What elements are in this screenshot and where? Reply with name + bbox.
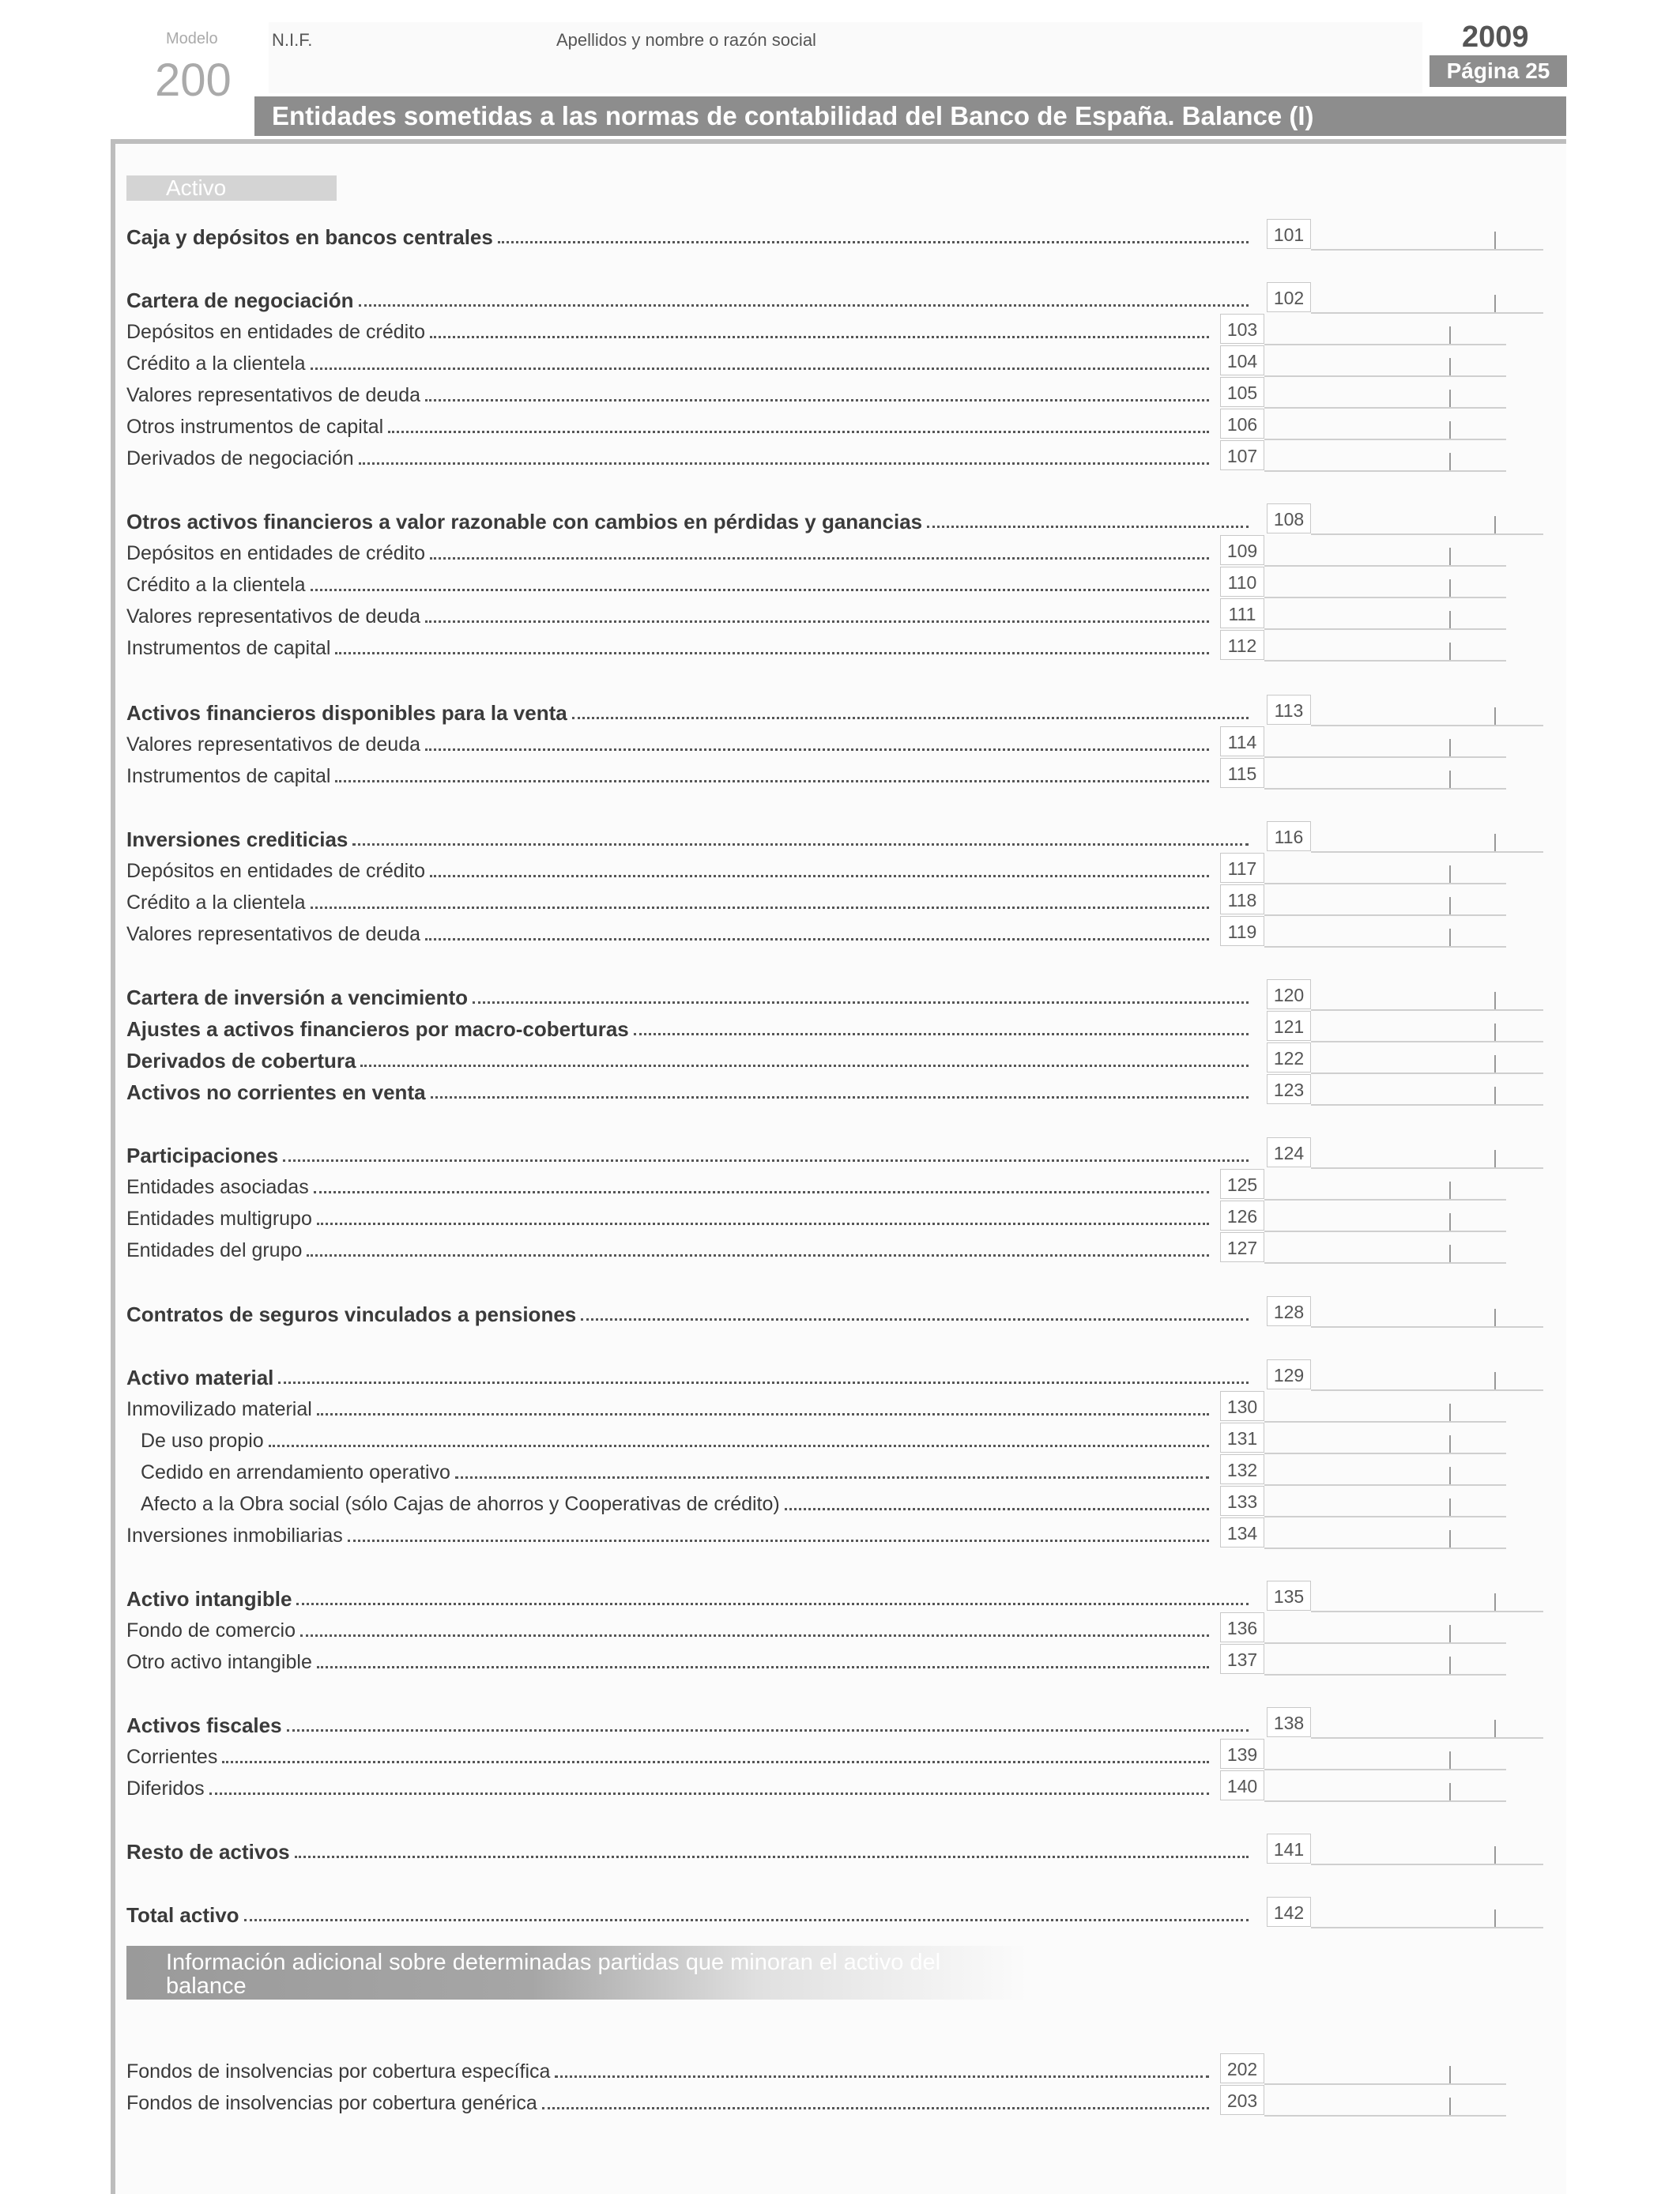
dot-leader [431, 1096, 1249, 1099]
dot-leader [296, 1603, 1249, 1605]
row-label: Entidades del grupo [126, 1239, 303, 1261]
field-code: 110 [1220, 567, 1264, 597]
modelo-label: Modelo [166, 30, 218, 47]
amount-field-121[interactable] [1267, 1011, 1543, 1042]
amount-field-126[interactable] [1220, 1201, 1506, 1232]
form-row-142 [126, 1895, 1249, 1927]
amount-field-141[interactable] [1267, 1834, 1543, 1865]
decimal-separator-mark [1449, 739, 1451, 756]
dot-leader [425, 399, 1209, 401]
dot-leader [335, 780, 1209, 782]
row-label: Crédito a la clientela [126, 352, 306, 375]
form-row-118 [126, 883, 1209, 914]
dot-leader [634, 1033, 1249, 1035]
amount-input-line[interactable] [1264, 1547, 1506, 1549]
amount-field-125[interactable] [1220, 1169, 1506, 1201]
field-code: 111 [1220, 598, 1264, 628]
amount-field-135[interactable] [1267, 1581, 1543, 1612]
row-label: Activos no corrientes en venta [126, 1080, 426, 1104]
dot-leader [317, 1413, 1209, 1416]
form-row-108 [126, 502, 1249, 533]
form-row-132 [126, 1453, 1209, 1484]
section-title-activo: Activo [126, 175, 337, 201]
form-row-135 [126, 1579, 1249, 1611]
dot-leader [269, 1445, 1209, 1447]
decimal-separator-mark [1494, 1087, 1496, 1104]
dot-leader [317, 1223, 1209, 1225]
frame-top-border [111, 139, 1566, 144]
decimal-separator-mark [1449, 548, 1451, 565]
row-label: Valores representativos de deuda [126, 605, 420, 628]
form-row-117 [126, 851, 1209, 883]
row-label: Instrumentos de capital [126, 765, 331, 787]
dot-leader [455, 1476, 1209, 1479]
dot-leader [927, 526, 1249, 528]
form-row-105 [126, 375, 1209, 407]
amount-field-106[interactable] [1220, 409, 1506, 440]
form-row-101 [126, 217, 1249, 249]
amount-field-138[interactable] [1267, 1707, 1543, 1739]
decimal-separator-mark [1449, 1182, 1451, 1199]
form-row-106 [126, 407, 1209, 439]
decimal-separator-mark [1449, 1435, 1451, 1453]
decimal-separator-mark [1449, 358, 1451, 375]
decimal-separator-mark [1449, 390, 1451, 407]
form-row-141 [126, 1832, 1249, 1864]
field-code: 125 [1220, 1169, 1264, 1199]
decimal-separator-mark [1494, 1909, 1496, 1927]
form-row-122 [126, 1041, 1249, 1072]
field-code: 141 [1267, 1834, 1311, 1864]
amount-field-114[interactable] [1220, 726, 1506, 758]
form-row-103 [126, 312, 1209, 344]
row-label: Valores representativos de deuda [126, 923, 420, 945]
header-id-area [269, 22, 1422, 93]
form-row-128 [126, 1295, 1249, 1326]
form-row-129 [126, 1358, 1249, 1389]
row-label: Resto de activos [126, 1840, 290, 1864]
amount-field-119[interactable] [1220, 916, 1506, 948]
decimal-separator-mark [1449, 1625, 1451, 1642]
field-code: 109 [1220, 535, 1264, 565]
dot-leader [473, 1001, 1249, 1004]
form-row-133 [126, 1484, 1209, 1516]
row-label: Afecto a la Obra social (sólo Cajas de ahorros y Cooperativas de crédito) [141, 1493, 780, 1515]
decimal-separator-mark [1449, 1245, 1451, 1262]
nif-label: N.I.F. [272, 30, 313, 50]
form-row-127 [126, 1231, 1209, 1262]
dot-leader [295, 1856, 1249, 1858]
amount-field-136[interactable] [1220, 1612, 1506, 1644]
form-row-137 [126, 1642, 1209, 1674]
amount-field-112[interactable] [1220, 630, 1506, 662]
field-code: 138 [1267, 1707, 1311, 1737]
decimal-separator-mark [1449, 421, 1451, 439]
amount-input-line[interactable] [1264, 946, 1506, 948]
row-label: Instrumentos de capital [126, 637, 331, 659]
dot-leader [388, 431, 1209, 433]
row-label: Participaciones [126, 1144, 279, 1167]
row-label: Activo intangible [126, 1587, 292, 1611]
dot-leader [498, 241, 1249, 243]
dot-leader [425, 748, 1209, 751]
field-code: 140 [1220, 1770, 1264, 1800]
dot-leader [311, 907, 1209, 909]
amount-field-133[interactable] [1220, 1486, 1506, 1517]
dot-leader [360, 1065, 1249, 1067]
decimal-separator-mark [1494, 1023, 1496, 1041]
field-code: 101 [1267, 219, 1311, 249]
row-label: Fondos de insolvencias por cobertura genérica [126, 2092, 537, 2114]
field-code: 137 [1220, 1644, 1264, 1674]
decimal-separator-mark [1449, 771, 1451, 788]
row-label: Valores representativos de deuda [126, 384, 420, 406]
field-code: 126 [1220, 1201, 1264, 1231]
amount-field-202[interactable] [1220, 2053, 1506, 2085]
form-row-116 [126, 820, 1249, 851]
field-code: 118 [1220, 884, 1264, 914]
row-label: Fondos de insolvencias por cobertura específica [126, 2060, 551, 2083]
dot-leader [430, 875, 1209, 877]
row-label: Depósitos en entidades de crédito [126, 321, 426, 343]
row-label: Depósitos en entidades de crédito [126, 860, 426, 882]
form-row-131 [126, 1421, 1209, 1453]
dot-leader [785, 1508, 1209, 1510]
dot-leader [278, 1382, 1249, 1384]
decimal-separator-mark [1449, 1467, 1451, 1484]
row-label: Fondo de comercio [126, 1619, 296, 1642]
field-code: 202 [1220, 2053, 1264, 2083]
amount-field-101[interactable] [1267, 219, 1543, 251]
dot-leader [348, 1540, 1209, 1542]
form-row-115 [126, 756, 1209, 788]
form-row-109 [126, 533, 1209, 565]
decimal-separator-mark [1494, 516, 1496, 533]
form-row-123 [126, 1072, 1249, 1104]
dot-leader [430, 557, 1209, 560]
amount-field-123[interactable] [1267, 1074, 1543, 1106]
field-code: 108 [1267, 503, 1311, 533]
decimal-separator-mark [1449, 2066, 1451, 2083]
field-code: 113 [1267, 695, 1311, 725]
row-label: Caja y depósitos en bancos centrales [126, 225, 493, 249]
row-label: Activos financieros disponibles para la venta [126, 701, 567, 725]
decimal-separator-mark [1449, 897, 1451, 914]
decimal-separator-mark [1449, 1657, 1451, 1674]
dot-leader [430, 336, 1209, 338]
amount-field-130[interactable] [1220, 1391, 1506, 1423]
field-code: 106 [1220, 409, 1264, 439]
row-label: Cedido en arrendamiento operativo [141, 1461, 450, 1483]
row-label: Entidades multigrupo [126, 1208, 312, 1230]
amount-field-139[interactable] [1220, 1739, 1506, 1770]
amount-field-117[interactable] [1220, 853, 1506, 884]
field-code: 114 [1220, 726, 1264, 756]
form-row-114 [126, 725, 1209, 756]
decimal-separator-mark [1494, 1055, 1496, 1072]
decimal-separator-mark [1494, 1372, 1496, 1389]
amount-field-103[interactable] [1220, 314, 1506, 345]
amount-field-107[interactable] [1220, 440, 1506, 472]
amount-field-109[interactable] [1220, 535, 1506, 567]
amount-field-132[interactable] [1220, 1454, 1506, 1486]
amount-field-203[interactable] [1220, 2085, 1506, 2117]
row-label: Cartera de negociación [126, 288, 354, 312]
amount-field-113[interactable] [1267, 695, 1543, 726]
form-row-110 [126, 565, 1209, 597]
dot-leader [300, 1634, 1209, 1637]
info-title-line1: Información adicional sobre determinadas partidas que minoran el activo del [166, 1951, 941, 1974]
dot-leader [314, 1191, 1209, 1193]
form-row-102 [126, 281, 1249, 312]
form-row-112 [126, 628, 1209, 660]
field-code: 135 [1267, 1581, 1311, 1611]
form-row-140 [126, 1769, 1209, 1800]
form-row-130 [126, 1389, 1209, 1421]
form-row-136 [126, 1611, 1209, 1642]
form-row-111 [126, 597, 1209, 628]
dot-leader [244, 1919, 1249, 1921]
amount-input-line[interactable] [1264, 2115, 1506, 2117]
amount-input-line[interactable] [1264, 1674, 1506, 1676]
row-label: Crédito a la clientela [126, 892, 306, 914]
dot-leader [335, 652, 1209, 654]
amount-field-105[interactable] [1220, 377, 1506, 409]
amount-field-127[interactable] [1220, 1232, 1506, 1264]
dot-leader [222, 1761, 1209, 1763]
row-label: Otros activos financieros a valor razonable con cambios en pérdidas y ganancias [126, 510, 923, 533]
form-row-134 [126, 1516, 1209, 1547]
apellidos-label: Apellidos y nombre o razón social [556, 30, 816, 50]
form-row-104 [126, 344, 1209, 375]
amount-field-142[interactable] [1267, 1897, 1543, 1928]
form-row-119 [126, 914, 1209, 946]
dot-leader [209, 1793, 1209, 1795]
field-code: 133 [1220, 1486, 1264, 1516]
dot-leader [425, 620, 1209, 623]
row-label: Total activo [126, 1903, 239, 1927]
field-code: 139 [1220, 1739, 1264, 1769]
form-row-124 [126, 1136, 1249, 1167]
amount-field-140[interactable] [1220, 1770, 1506, 1802]
amount-field-104[interactable] [1220, 345, 1506, 377]
decimal-separator-mark [1494, 992, 1496, 1009]
row-label: Otros instrumentos de capital [126, 416, 384, 438]
dot-leader [307, 1254, 1209, 1257]
decimal-separator-mark [1449, 2098, 1451, 2115]
field-code: 134 [1220, 1517, 1264, 1547]
decimal-separator-mark [1449, 1783, 1451, 1800]
row-label: Ajustes a activos financieros por macro-coberturas [126, 1017, 629, 1041]
amount-input-line[interactable] [1311, 1927, 1543, 1928]
amount-field-116[interactable] [1267, 821, 1543, 853]
amount-input-line[interactable] [1264, 470, 1506, 472]
field-code: 128 [1267, 1296, 1311, 1326]
decimal-separator-mark [1494, 295, 1496, 312]
decimal-separator-mark [1449, 1530, 1451, 1547]
decimal-separator-mark [1449, 643, 1451, 660]
form-row-126 [126, 1199, 1209, 1231]
row-label: Derivados de negociación [126, 447, 354, 469]
year: 2009 [1462, 21, 1529, 54]
page-badge: Página 25 [1430, 55, 1567, 87]
form-row-139 [126, 1737, 1209, 1769]
field-code: 105 [1220, 377, 1264, 407]
dot-leader [287, 1729, 1249, 1732]
amount-field-124[interactable] [1267, 1137, 1543, 1169]
dot-leader [542, 2107, 1209, 2109]
row-label: Entidades asociadas [126, 1176, 309, 1198]
amount-field-122[interactable] [1267, 1042, 1543, 1074]
row-label: Depósitos en entidades de crédito [126, 542, 426, 564]
amount-field-128[interactable] [1267, 1296, 1543, 1328]
info-title-line2: balance [166, 1973, 247, 1999]
decimal-separator-mark [1449, 579, 1451, 597]
row-label: Inversiones crediticias [126, 827, 348, 851]
form-row-125 [126, 1167, 1209, 1199]
field-code: 115 [1220, 758, 1264, 788]
field-code: 124 [1267, 1137, 1311, 1167]
decimal-separator-mark [1449, 1404, 1451, 1421]
frame-left-border [111, 139, 115, 2194]
field-code: 104 [1220, 345, 1264, 375]
form-row-202 [126, 2052, 1209, 2083]
decimal-separator-mark [1494, 1150, 1496, 1167]
decimal-separator-mark [1449, 611, 1451, 628]
amount-field-134[interactable] [1220, 1517, 1506, 1549]
field-code: 116 [1267, 821, 1311, 851]
modelo-number: 200 [155, 55, 232, 106]
row-label: Activos fiscales [126, 1713, 282, 1737]
field-code: 119 [1220, 916, 1264, 946]
row-label: Inversiones inmobiliarias [126, 1525, 343, 1547]
field-code: 123 [1267, 1074, 1311, 1104]
field-code: 129 [1267, 1359, 1311, 1389]
form-row-138 [126, 1706, 1249, 1737]
decimal-separator-mark [1494, 834, 1496, 851]
amount-field-120[interactable] [1267, 979, 1543, 1011]
field-code: 127 [1220, 1232, 1264, 1262]
amount-field-129[interactable] [1267, 1359, 1543, 1391]
row-label: Contratos de seguros vinculados a pensiones [126, 1302, 577, 1326]
field-code: 120 [1267, 979, 1311, 1009]
row-label: Activo material [126, 1366, 274, 1389]
amount-field-111[interactable] [1220, 598, 1506, 630]
form-row-113 [126, 693, 1249, 725]
decimal-separator-mark [1494, 1720, 1496, 1737]
decimal-separator-mark [1449, 865, 1451, 883]
row-label: Inmovilizado material [126, 1398, 312, 1420]
field-code: 103 [1220, 314, 1264, 344]
amount-field-137[interactable] [1220, 1644, 1506, 1676]
decimal-separator-mark [1494, 1593, 1496, 1611]
amount-input-line[interactable] [1311, 1326, 1543, 1328]
amount-input-line[interactable] [1264, 1800, 1506, 1802]
row-label: Cartera de inversión a vencimiento [126, 986, 469, 1009]
row-label: Valores representativos de deuda [126, 733, 420, 756]
dot-leader [425, 938, 1209, 941]
dot-leader [555, 2075, 1209, 2078]
amount-field-118[interactable] [1220, 884, 1506, 916]
field-code: 142 [1267, 1897, 1311, 1927]
field-code: 121 [1267, 1011, 1311, 1041]
dot-leader [311, 589, 1209, 591]
amount-field-115[interactable] [1220, 758, 1506, 790]
amount-input-line[interactable] [1264, 660, 1506, 662]
row-label: Otro activo intangible [126, 1651, 312, 1673]
form-row-203 [126, 2083, 1209, 2115]
row-label: Corrientes [126, 1746, 218, 1768]
dot-leader [581, 1318, 1249, 1321]
field-code: 117 [1220, 853, 1264, 883]
decimal-separator-mark [1449, 453, 1451, 470]
decimal-separator-mark [1449, 326, 1451, 344]
dot-leader [283, 1159, 1249, 1162]
decimal-separator-mark [1449, 1213, 1451, 1231]
dot-leader [317, 1666, 1209, 1668]
field-code: 203 [1220, 2085, 1264, 2115]
field-code: 107 [1220, 440, 1264, 470]
decimal-separator-mark [1449, 1751, 1451, 1769]
field-code: 130 [1220, 1391, 1264, 1421]
amount-input-line[interactable] [1311, 249, 1543, 251]
amount-field-102[interactable] [1267, 282, 1543, 314]
decimal-separator-mark [1494, 1309, 1496, 1326]
field-code: 131 [1220, 1423, 1264, 1453]
amount-input-line[interactable] [1264, 1262, 1506, 1264]
row-label: Derivados de cobertura [126, 1049, 356, 1072]
dot-leader [359, 304, 1249, 307]
decimal-separator-mark [1449, 1498, 1451, 1516]
form-row-120 [126, 978, 1249, 1009]
amount-input-line[interactable] [1311, 1104, 1543, 1106]
row-label: Crédito a la clientela [126, 574, 306, 596]
form-row-121 [126, 1009, 1249, 1041]
dot-leader [359, 462, 1209, 465]
amount-field-131[interactable] [1220, 1423, 1506, 1454]
decimal-separator-mark [1449, 929, 1451, 946]
decimal-separator-mark [1494, 707, 1496, 725]
dot-leader [311, 368, 1209, 370]
field-code: 122 [1267, 1042, 1311, 1072]
form-row-107 [126, 439, 1209, 470]
row-label: Diferidos [126, 1777, 205, 1800]
amount-input-line[interactable] [1264, 788, 1506, 790]
decimal-separator-mark [1494, 232, 1496, 249]
field-code: 132 [1220, 1454, 1264, 1484]
field-code: 136 [1220, 1612, 1264, 1642]
amount-field-110[interactable] [1220, 567, 1506, 598]
amount-input-line[interactable] [1311, 1864, 1543, 1865]
info-section-title [126, 1946, 1027, 2000]
field-code: 112 [1220, 630, 1264, 660]
row-label: De uso propio [141, 1430, 264, 1452]
field-code: 102 [1267, 282, 1311, 312]
dot-leader [352, 843, 1249, 846]
amount-field-108[interactable] [1267, 503, 1543, 535]
decimal-separator-mark [1494, 1846, 1496, 1864]
dot-leader [572, 717, 1249, 719]
page-title: Entidades sometidas a las normas de contabilidad del Banco de España. Balance (I) [254, 96, 1566, 136]
